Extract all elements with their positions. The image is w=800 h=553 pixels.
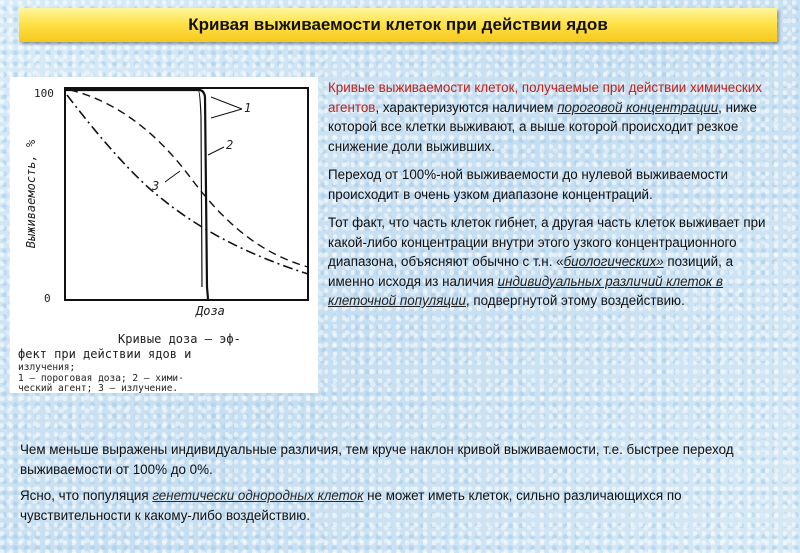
caption-line-1: Кривые доза — эф- — [118, 332, 241, 346]
y-tick-0: 0 — [44, 292, 51, 305]
leader-3 — [165, 171, 180, 182]
paragraph-threshold — [328, 78, 780, 156]
page-title: Кривая выживаемости клеток при действии ядов — [188, 15, 608, 34]
term-biological: биологических» — [563, 254, 664, 269]
leader-1b — [211, 109, 242, 118]
p1-text-b: , ниже которой все клетки выживают, а выше которой происходит резкое снижение доли выживших. — [328, 99, 757, 154]
leader-1a — [211, 97, 242, 109]
plot-frame — [65, 88, 308, 300]
highlight-chemical-agents: Кривые выживаемости клеток, получаемые при действии химических агентов — [328, 80, 762, 115]
caption-line-5: ческий агент; 3 — излучение. — [18, 383, 179, 393]
curve-1-inner — [198, 90, 202, 287]
survival-curve-figure — [10, 77, 318, 393]
p3-text-c: , подвергнутой этому воздействию. — [465, 293, 685, 308]
paragraph-transition: Переход от 100%-ной выживаемости до нулевой выживаемости происходит в очень узком диапазоне концентраций. — [328, 167, 729, 202]
survival-curve-plot — [10, 77, 318, 393]
curve-2-chemical — [70, 90, 308, 267]
term-individual-differences: индивидуальных различий клеток в клеточной популяции — [328, 273, 723, 308]
leader-2 — [208, 147, 224, 155]
term-genetically-homogeneous: генетически однородных клеток — [152, 488, 364, 503]
paragraph-homogeneous — [20, 486, 780, 526]
explanation-text — [328, 78, 780, 320]
curve-label-2: 2 — [226, 138, 234, 152]
p3-text-a: Тот факт, что часть клеток гибнет, а другая часть клеток выживает при какой-либо концентрации внутри этого узкого концентрационного диапазона, объясняют обычно с т.н. « — [328, 215, 766, 269]
y-axis-label: Выживаемость, % — [24, 139, 38, 249]
y-tick-100: 100 — [34, 87, 54, 100]
curve-3-radiation — [67, 95, 308, 274]
p3-text-b: позиций, а именно исходя из наличия — [328, 254, 734, 289]
paragraph-slope: Чем меньше выражены индивидуальные различия, тем круче наклон кривой выживаемости, т.е. быстрее переход выживаемости от 100% до 0%. — [20, 442, 734, 477]
title-bar — [19, 8, 777, 42]
curve-label-1: 1 — [244, 101, 252, 115]
caption-line-4: 1 — пороговая доза; 2 — хими- — [18, 373, 184, 384]
bottom-text — [20, 440, 780, 532]
curve-1-threshold — [65, 90, 208, 299]
p5-text-b: не может иметь клеток, сильно различающихся по чувствительности к какому-либо воздействию. — [20, 488, 682, 523]
curve-label-3: 3 — [152, 179, 160, 193]
caption-line-2: фект при действии ядов и — [18, 347, 192, 361]
term-threshold-concentration: пороговой концентрации — [557, 99, 719, 115]
p5-text-a: Ясно, что популяция — [20, 488, 153, 503]
paragraph-individual-differences — [328, 213, 780, 311]
x-axis-label: Доза — [196, 304, 225, 318]
caption-line-3: излучения; — [18, 362, 76, 373]
p1-text-a: , характеризуются наличием — [375, 99, 558, 115]
